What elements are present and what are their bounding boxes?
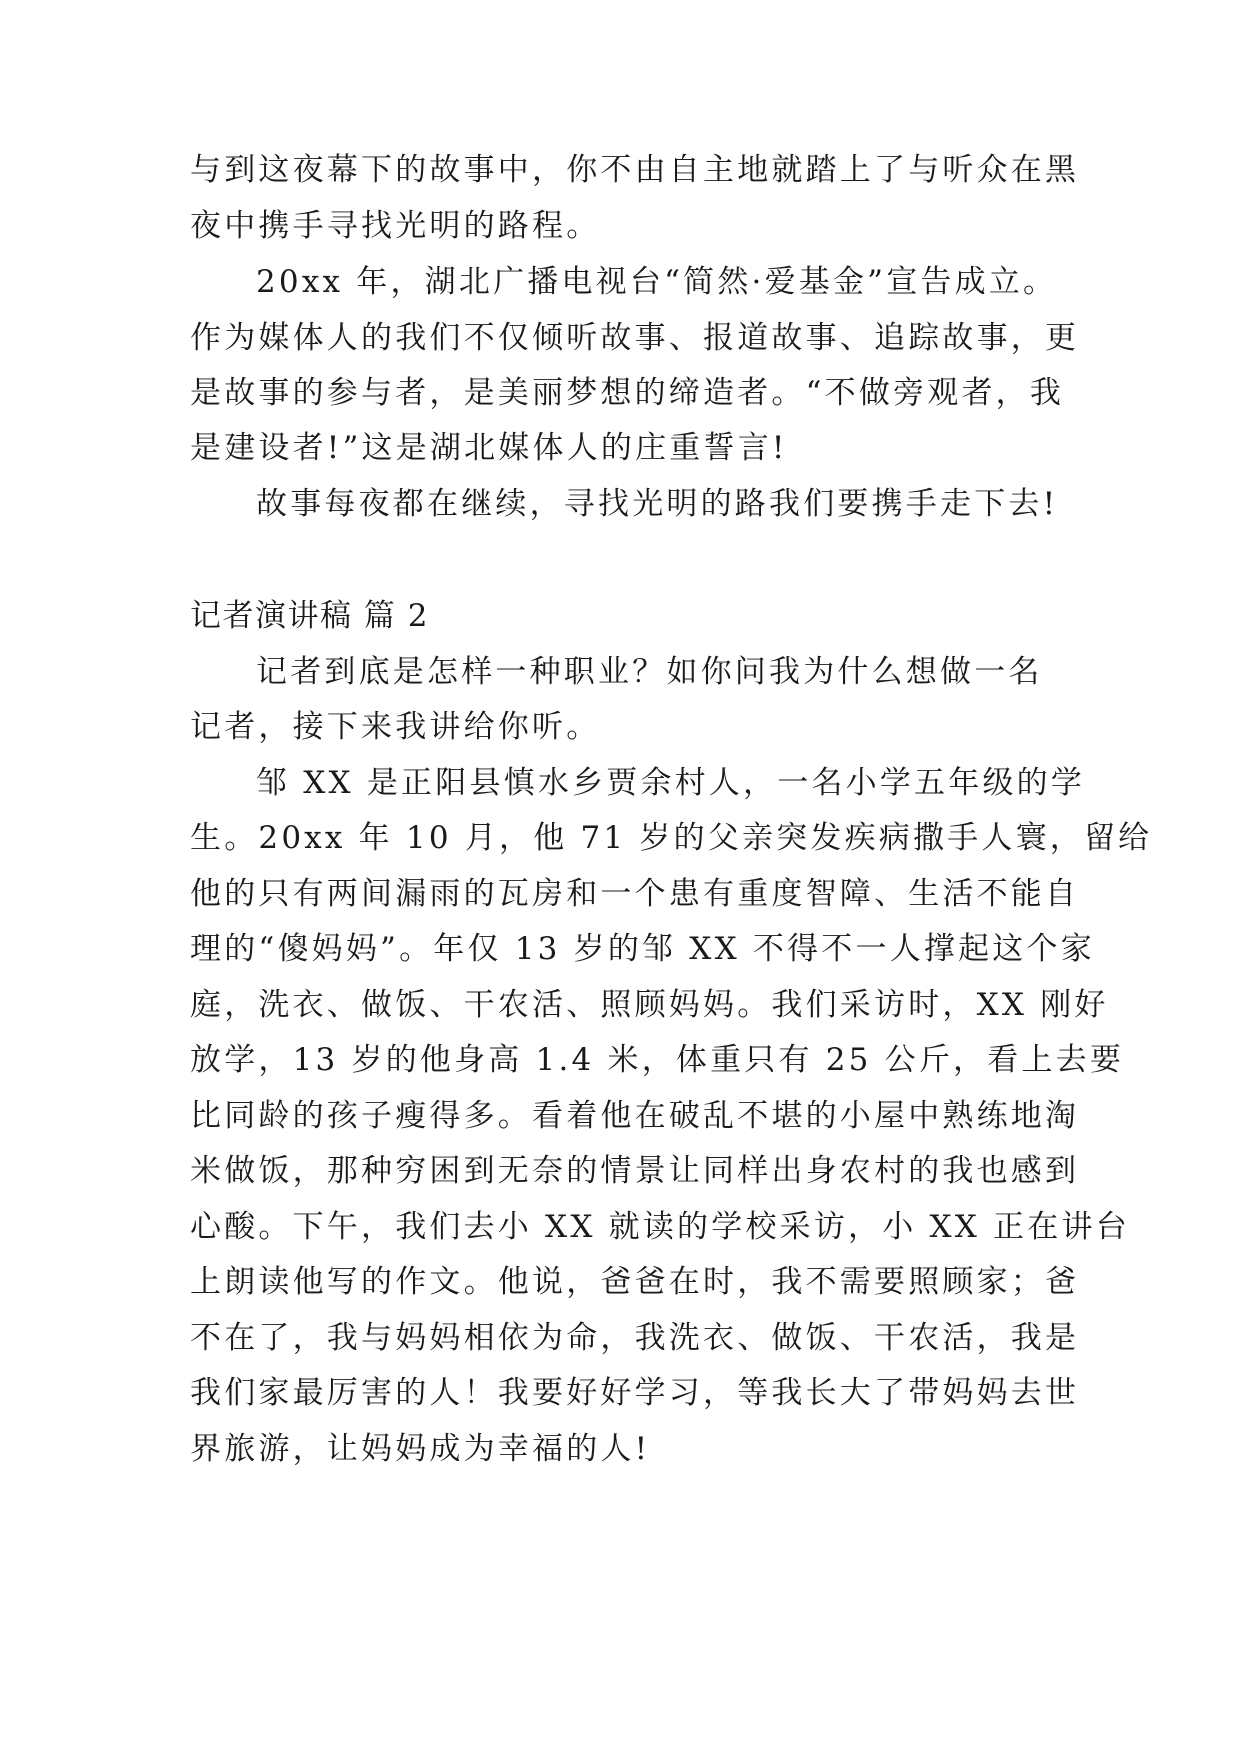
paragraph-line: 不在了，我与妈妈相依为命，我洗衣、做饭、干农活，我是 [190,1320,1080,1356]
paragraph-line: 作为媒体人的我们不仅倾听故事、报道故事、追踪故事，更 [190,320,1080,356]
paragraph-line: 是建设者!”这是湖北媒体人的庄重誓言! [190,430,788,466]
paragraph-line: 故事每夜都在继续，寻找光明的路我们要携手走下去! [256,486,1059,522]
paragraph-line: 与到这夜幕下的故事中，你不由自主地就踏上了与听众在黑 [190,152,1080,188]
paragraph-line: 界旅游，让妈妈成为幸福的人! [190,1431,651,1467]
paragraph-line: 比同龄的孩子瘦得多。看着他在破乱不堪的小屋中熟练地淘 [190,1098,1080,1134]
document-page [190,0,1153,1754]
paragraph-line: 是故事的参与者，是美丽梦想的缔造者。“不做旁观者，我 [190,375,1065,411]
paragraph-line: 记者，接下来我讲给你听。 [190,709,601,745]
paragraph-line: 夜中携手寻找光明的路程。 [190,208,601,244]
section-heading: 记者演讲稿 篇 2 [190,598,429,634]
paragraph-line: 放学，13 岁的他身高 1.4 米，体重只有 25 公斤，看上去要 [190,1042,1125,1078]
paragraph-line: 20xx 年，湖北广播电视台“简然·爱基金”宣告成立。 [256,264,1058,300]
paragraph-line: 邹 XX 是正阳县慎水乡贾余村人，一名小学五年级的学 [256,765,1086,801]
paragraph-line: 理的“傻妈妈”。年仅 13 岁的邹 XX 不得不一人撑起这个家 [190,931,1095,967]
paragraph-line: 庭，洗衣、做饭、干农活、照顾妈妈。我们采访时，XX 刚好 [190,987,1109,1023]
paragraph-line: 上朗读他写的作文。他说，爸爸在时，我不需要照顾家；爸 [190,1264,1080,1300]
paragraph-line: 米做饭，那种穷困到无奈的情景让同样出身农村的我也感到 [190,1153,1080,1189]
paragraph-line: 心酸。下午，我们去小 XX 就读的学校采访，小 XX 正在讲台 [190,1209,1130,1245]
paragraph-line: 我们家最厉害的人！我要好好学习，等我长大了带妈妈去世 [190,1375,1080,1411]
paragraph-line: 生。20xx 年 10 月，他 71 岁的父亲突发疾病撒手人寰，留给 [190,820,1153,856]
paragraph-line: 记者到底是怎样一种职业？如你问我为什么想做一名 [256,654,1043,690]
paragraph-line: 他的只有两间漏雨的瓦房和一个患有重度智障、生活不能自 [190,876,1080,912]
